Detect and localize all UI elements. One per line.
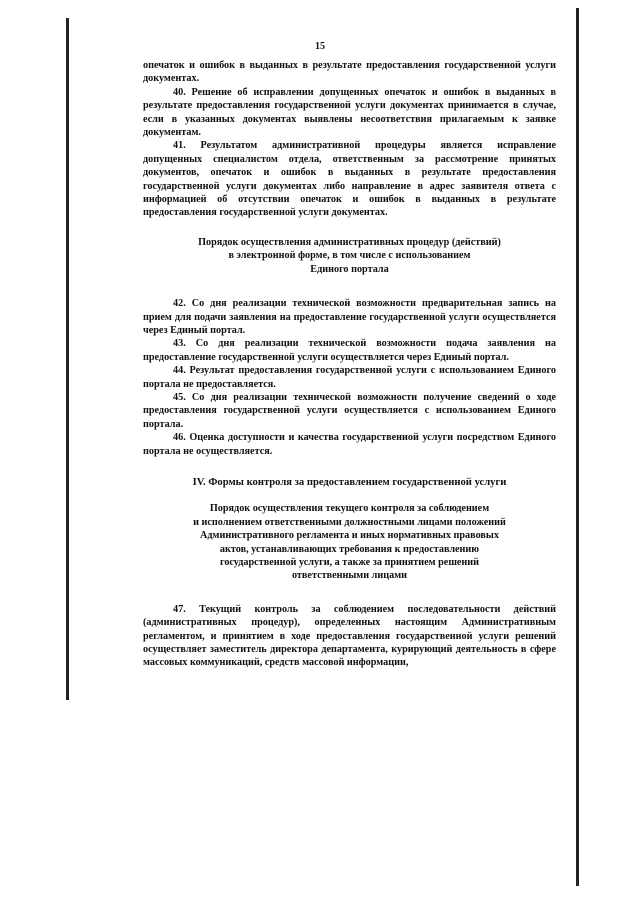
subheading-line: государственной услуги, а также за принятием решений xyxy=(219,557,480,568)
paragraph-45: 45. Со дня реализации технической возможности получение сведений о ходе предоставления государственной услуги осуществляется с использованием Единого портала. xyxy=(143,391,556,430)
paragraph-41: 41. Результатом административной процедуры является исправление допущенных специалистом отдела, ответственным за рассмотрение принятых документов, опечаток и ошибок в выданных в результате предоставления государственной услуги документах либо направление в адрес заявителя ответа с информацией об отсутствии опечаток и ошибок в выданных в результате предоставления государственной услуги документах. xyxy=(143,140,556,219)
page-number: 15 xyxy=(315,41,325,52)
paragraph-43: 43. Со дня реализации технической возможности подача заявления на предоставление государственной услуги осуществляется через Единый портал. xyxy=(143,338,556,363)
scan-edge-left xyxy=(66,18,69,700)
subheading-line: Единого портала xyxy=(310,263,389,275)
paragraph-46: 46. Оценка доступности и качества государственной услуги посредством Единого портала не осуществляется. xyxy=(143,432,556,457)
paragraph-47: 47. Текущий контроль за соблюдением последовательности действий (административных процедур), определенных настоящим Административным регламентом, и принятием в ходе предоставления государственной услуги решений осуществляет заместитель директора департамента, курирующий деятельность в сфере массовых коммуникаций, средств массовой информации, xyxy=(143,603,556,669)
subheading-line: актов, устанавливающих требования к предоставлению xyxy=(219,543,480,555)
subheading-line: Порядок осуществления текущего контроля за соблюдением xyxy=(209,503,490,515)
subheading-electronic-procedures xyxy=(143,236,556,276)
subheading-line: ответственными лицами xyxy=(291,570,408,582)
paragraph-44: 44. Результат предоставления государственной услуги с использованием Единого портала не предоставляется. xyxy=(143,365,556,390)
scan-edge-right xyxy=(576,8,579,886)
paragraph-40: 40. Решение об исправлении допущенных опечаток и ошибок в выданных в результате предоставления государственной услуги документах принимается в случае, если в указанных документах выявлены несоответствия прилагаемым к заявке документам. xyxy=(143,86,556,139)
subheading-line: и исполнением ответственными должностными лицами положений xyxy=(193,516,506,528)
paragraph-continuation: опечаток и ошибок в выданных в результате предоставления государственной услуги документах. xyxy=(143,60,556,85)
subheading-line: Административного регламента и иных нормативных правовых xyxy=(200,530,499,542)
subheading-current-control xyxy=(143,502,556,582)
paragraph-42: 42. Со дня реализации технической возможности предварительная запись на прием для подачи заявления на предоставление государственной услуги осуществляется через Единый портал. xyxy=(143,298,556,336)
subheading-line: в электронной форме, в том числе с использованием xyxy=(228,250,471,262)
section-title: IV. Формы контроля за предоставлением государственной услуги xyxy=(192,476,507,488)
document-body xyxy=(143,59,556,670)
subheading-line: Порядок осуществления административных процедур (действий) xyxy=(198,236,501,248)
